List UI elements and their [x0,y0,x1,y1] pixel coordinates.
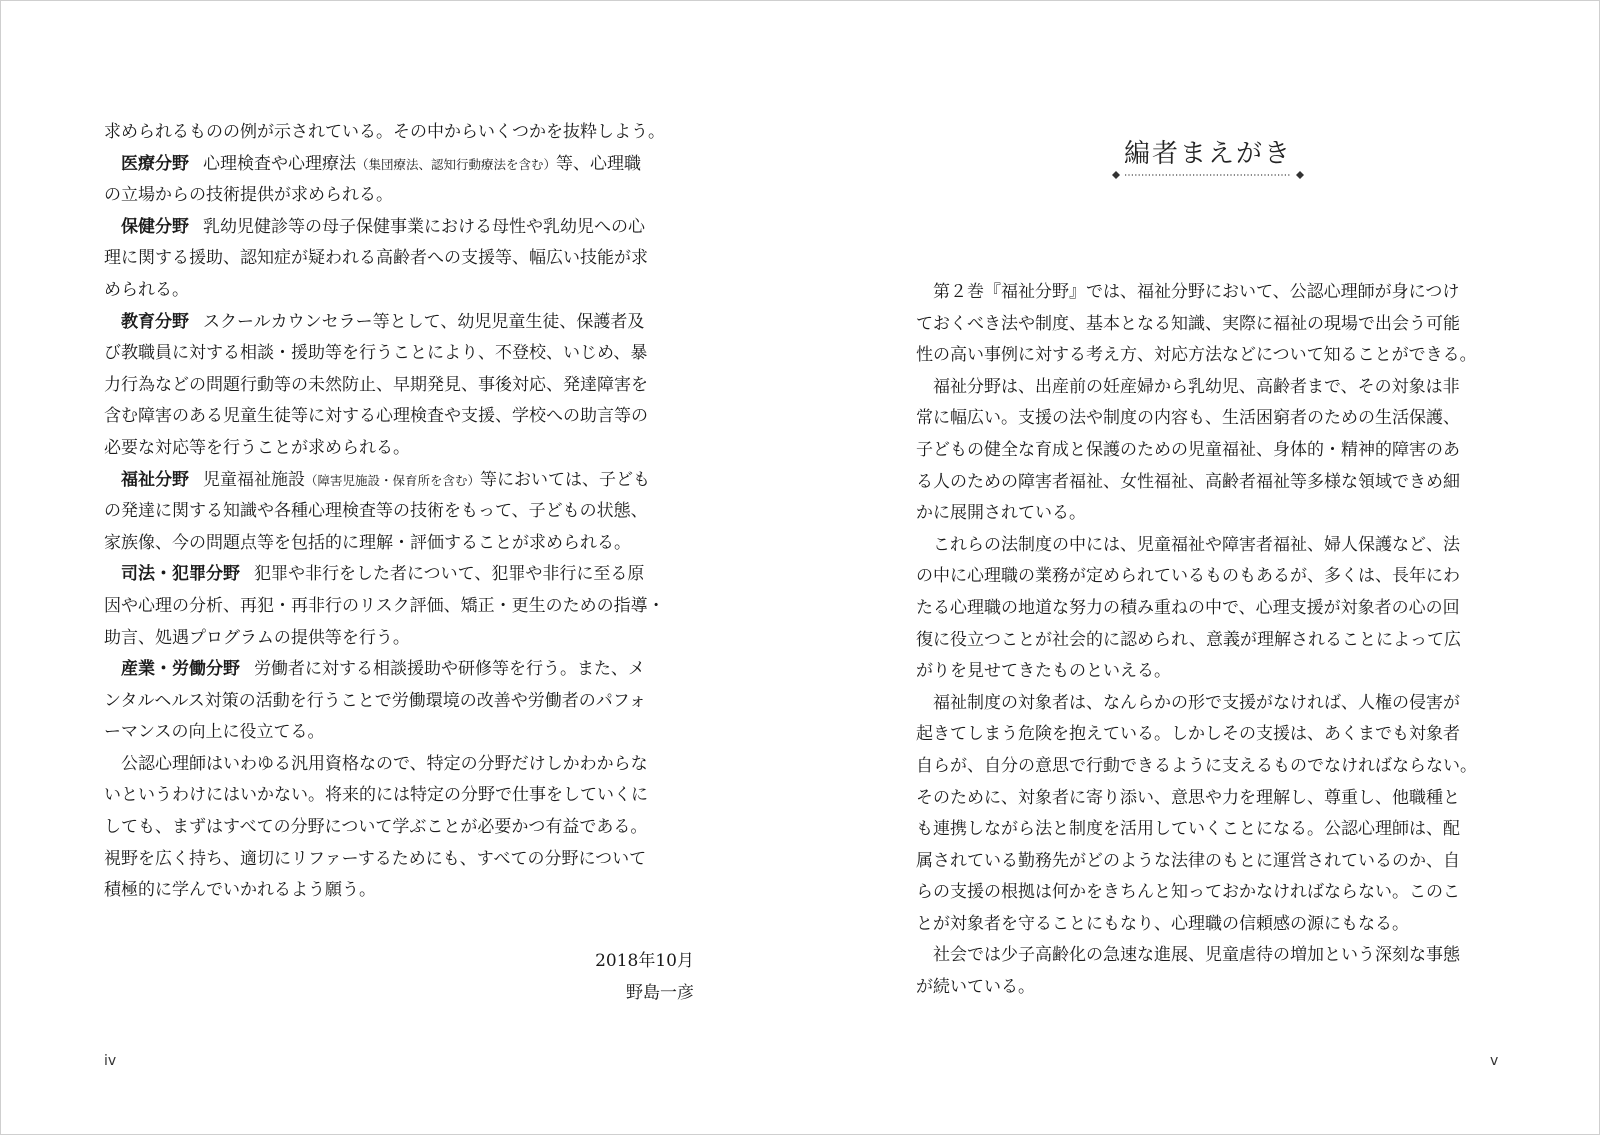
body-text-line: 性の高い事例に対する考え方、対応方法などについて知ることができる。 [916,345,1477,366]
body-text-line: 起きてしまう危険を抱えている。しかしその支援は、あくまでも対象者 [916,724,1460,745]
body-text-line [104,180,694,212]
text-segment: 求められるものの例が示されている。その中からいくつかを抜粋しよう。 [104,122,665,142]
body-text-line: の中に心理職の業務が定められているものもあるが、多くは、長年にわ [916,566,1460,587]
body-text-line: 福祉制度の対象者は、なんらかの形で支援がなければ、人権の侵害が [916,692,1460,713]
body-text-line: そのために、対象者に寄り添い、意思や力を理解し、尊重し、他職種と [916,787,1460,808]
body-text-line: これらの法制度の中には、児童福祉や障害者福祉、婦人保護など、法 [916,534,1460,555]
text-segment: 因や心理の分析、再犯・再非行のリスク評価、矯正・更生のための指導・ [104,595,665,616]
body-text-line: 福祉分野は、出産前の妊産婦から乳幼児、高齢者まで、その対象は非 [916,376,1460,397]
text-segment: められる。 [104,279,189,300]
body-text-line [104,149,694,181]
text-segment [104,154,121,174]
text-segment: 労働者に対する相談援助や研修等を行う。また、メ [254,659,645,680]
body-text-line [104,401,694,433]
body-text-line [104,433,694,465]
preface-author: 野島一彦 [626,982,694,1003]
text-segment: の発達に関する知識や各種心理検査等の技術をもって、子どもの状態、 [104,501,648,522]
page-number-left: iv [104,1053,117,1069]
text-segment: 等においては、子ども [480,469,651,490]
body-text-line [104,307,694,339]
text-segment: 力行為などの問題行動等の未然防止、早期発見、事後対応、発達障害を [104,374,648,395]
body-text-line: らの支援の根拠は何かをきちんと知っておかなければならない。このこ [916,882,1460,903]
body-text-line [104,496,694,528]
body-text-line [104,465,694,497]
text-segment: 必要な対応等を行うことが求められる。 [104,437,410,458]
text-segment: 乳幼児健診等の母子保健事業における母性や乳幼児への心 [203,216,645,237]
text-segment: ンタルヘルス対策の活動を行うことで労働環境の改善や労働者のパフォ [104,690,646,711]
left-page-body [104,117,694,907]
body-text-line [104,623,694,655]
body-text-line [104,559,694,591]
text-segment [104,217,121,237]
text-segment: ーマンスの向上に役立てる。 [104,722,325,743]
body-text-line [104,591,694,623]
body-text-line [104,780,694,812]
body-text-line: かに展開されている。 [916,503,1086,524]
preface-date: 2018年10月 [595,951,694,971]
body-text-line [104,875,694,907]
body-text-line: 社会では少子高齢化の急速な進展、児童虐待の増加という深刻な事態 [916,945,1460,966]
text-segment: 犯罪や非行をした者について、犯罪や非行に至る原 [254,564,645,585]
body-text-line: たる心理職の地道な努力の積み重ねの中で、心理支援が対象者の心の回 [916,597,1460,618]
text-segment: 理に関する援助、認知症が疑われる高齢者への支援等、幅広い技能が求 [104,248,648,269]
body-text-line [104,275,694,307]
ornament-diamond-left [1112,171,1120,179]
text-segment: 児童福祉施設 [203,469,305,490]
text-segment: 積極的に学んでいかれるよう願う。 [104,880,376,901]
body-text-line: 属されている勤務先がどのような法律のもとに運営されているのか、自 [916,850,1460,871]
inline-note: （障害児施設・保育所を含む） [305,472,481,488]
body-text-line [104,686,694,718]
text-segment: 公認心理師はいわゆる汎用資格なので、特定の分野だけしかわからな [104,753,648,774]
field-heading: 司法・犯罪分野 [121,564,240,585]
body-text-line [104,370,694,402]
text-segment: いというわけにはいかない。将来的には特定の分野で仕事をしていくに [104,785,648,806]
body-text-line: る人のための障害者福祉、女性福祉、高齢者福祉等多様な領域できめ細 [916,471,1460,492]
body-text-line: が続いている。 [916,977,1035,998]
text-segment [104,470,121,490]
body-text-line [104,654,694,686]
body-text-line: 常に幅広い。支援の法や制度の内容も、生活困窮者のための生活保護、 [916,408,1460,429]
inline-note: （集団療法、認知行動療法を含む） [356,156,557,172]
body-text-line [104,212,694,244]
body-text-line: ておくべき法や制度、基本となる知識、実際に福祉の現場で出会う可能 [916,313,1460,334]
body-text-line [104,243,694,275]
right-page-body [916,277,1506,1004]
page-number-right: v [1490,1053,1499,1069]
text-segment: び教職員に対する相談・援助等を行うことにより、不登校、いじめ、暴 [104,343,648,364]
text-segment: 視野を広く持ち、適切にリファーするためにも、すべての分野について [104,848,647,869]
body-text-line: がりを見せてきたものといえる。 [916,661,1171,682]
body-text-line [104,338,694,370]
text-segment: 心理検査や心理療法 [203,153,356,174]
field-heading: 産業・労働分野 [121,659,240,680]
signature-block [104,946,694,1009]
text-segment [104,312,121,332]
body-text-line [104,117,694,149]
text-segment: しても、まずはすべての分野について学ぶことが必要かつ有益である。 [104,817,648,838]
body-text-line: も連携しながら法と制度を活用していくことになる。公認心理師は、配 [916,819,1460,840]
body-text-line: 自らが、自分の意思で行動できるように支えるものでなければならない。 [916,755,1477,776]
body-text-line [104,812,694,844]
body-text-line: 子どもの健全な育成と保護のための児童福祉、身体的・精神的障害のあ [916,439,1460,460]
body-text-line [104,528,694,560]
text-segment: 含む障害のある児童生徒等に対する心理検査や支援、学校への助言等の [104,406,648,427]
field-heading: 保健分野 [121,216,189,237]
body-text-line: 復に役立つことが社会的に認められ、意義が理解されることによって広 [916,629,1462,650]
text-segment: の立場からの技術提供が求められる。 [104,185,393,206]
body-text-line [104,844,694,876]
title-ornament-divider [1109,169,1307,181]
text-segment: 助言、処遇プログラムの提供等を行う。 [104,627,410,648]
text-segment: スクールカウンセラー等として、幼児児童生徒、保護者及 [203,311,645,332]
ornament-diamond-right [1296,171,1304,179]
text-segment [104,659,121,679]
page-title: 編者まえがき [1123,139,1292,169]
text-segment: 家族像、今の問題点等を包括的に理解・評価することが求められる。 [104,532,631,553]
field-heading: 教育分野 [121,311,189,332]
text-segment [104,564,121,584]
field-heading: 医療分野 [121,153,189,174]
body-text-line [104,749,694,781]
body-text-line: 第２巻『福祉分野』では、福祉分野において、公認心理師が身につけ [916,282,1460,302]
body-text-line [104,717,694,749]
text-segment: 等、心理職 [556,153,642,174]
field-heading: 福祉分野 [121,469,189,490]
body-text-line: とが対象者を守ることにもなり、心理職の信頼感の源にもなる。 [916,913,1409,934]
